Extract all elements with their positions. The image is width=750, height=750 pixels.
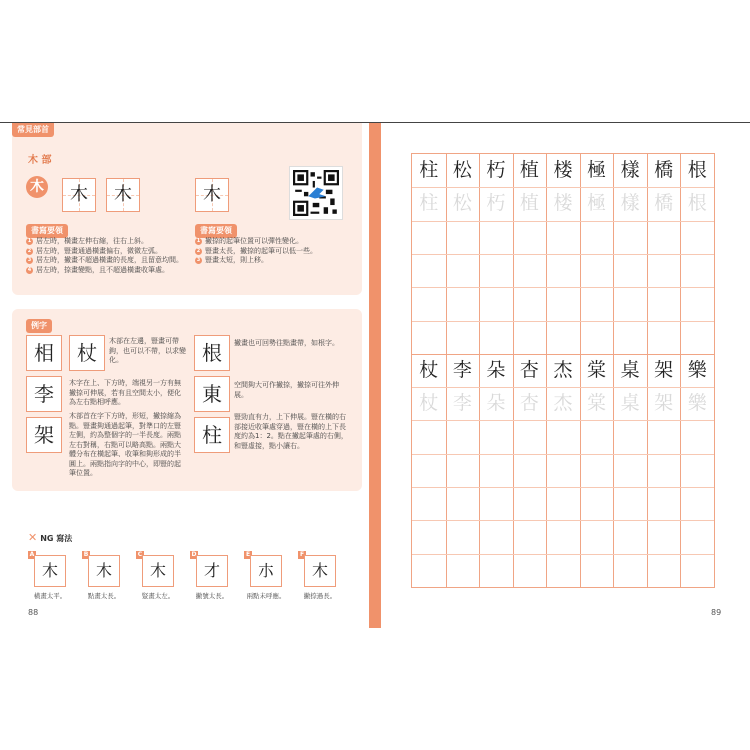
radical-sample-2: 木 [106,178,140,212]
trace-character: 橋 [654,192,674,215]
trace-character: 棠 [587,392,607,415]
trace-character: 杰 [553,392,573,415]
grid-row-line [412,520,714,521]
grid-row-line [412,420,714,421]
points-list-left [26,237,196,275]
grid-row-line [412,287,714,288]
qr-code[interactable] [289,166,343,220]
example-char: 根 [194,335,230,371]
grid-row-line [412,321,714,322]
practice-grid [411,153,715,588]
ng-label: B [83,551,89,558]
trace-character: 極 [587,192,607,215]
list-item: 4 居左時，捺畫變點，且不超過橫畫收筆處。 [27,265,169,274]
trace-character: 樂 [687,392,707,415]
examples-panel [12,309,362,491]
left-page [0,123,370,628]
ng-label: A [29,551,35,558]
trace-character: 楼 [553,192,573,215]
trace-character: 杖 [419,392,439,415]
grid-row-line [412,487,714,488]
model-character: 樣 [620,159,640,181]
ng-caption: 橫畫太平。 [33,592,67,600]
ng-caption: 豎畫太左。 [141,592,175,600]
ng-char: 木 [88,555,120,587]
ng-char: 木 [142,555,174,587]
radical-panel [12,123,362,295]
ng-label: E [245,551,251,558]
example-char: 柱 [194,417,230,453]
ng-char: 木 [304,555,336,587]
page-number-left: 88 [28,608,39,617]
model-character: 杰 [553,358,573,381]
model-character: 架 [654,358,674,381]
cross-icon: ✕ [28,531,38,544]
grid-row-line [412,454,714,455]
trace-character: 桌 [620,392,640,415]
ng-title: ✕ NG 寫法 [28,531,73,544]
ng-caption: 點畫太長。 [87,592,121,600]
ng-char: 才 [196,555,228,587]
example-note: 木部首在字下方時，形短，撇捺縮為點。豎畫夠通過起筆，對準口的左豎左側，約為整個字的一半長度。兩點左右對稱，右點可以略高點。兩點大體分布在橫起筆、收筆和夠形成的半圓上。兩點指向字的中心，即豎的起筆位置。 [69,412,181,477]
trace-character: 植 [519,192,539,215]
model-character: 根 [687,159,707,181]
model-character: 樂 [687,358,707,381]
list-item: 3 豎畫太短，則上移。 [196,256,268,264]
example-char: 架 [26,417,62,453]
ng-label: C [137,551,143,558]
model-character: 棠 [587,358,607,381]
list-item: 1 居左時，橫畫左伸右縮，往右上斜。 [27,237,148,245]
ng-char: 朩 [250,555,282,587]
radical-circle: 木 [26,176,48,198]
model-character: 橋 [654,159,674,181]
examples-tag: 例字 [26,319,52,333]
page-spine [369,123,381,628]
list-item: 3 居左時，撇畫不超過橫畫的長度，且留意均間。 [27,256,183,264]
ng-caption: 撇號太長。 [195,592,229,600]
points-list-right [195,237,345,266]
ng-caption: 撇捺過長。 [303,592,337,600]
page-number-right: 89 [711,608,722,617]
model-character: 李 [452,358,472,381]
model-character: 植 [519,159,539,181]
trace-character: 柱 [419,192,439,215]
grid-row-line [412,554,714,555]
grid-row-line [412,254,714,255]
model-character: 柱 [419,159,439,181]
points-tag-right: 書寫要領 [195,224,237,238]
ng-label: D [191,551,197,558]
trace-character: 樣 [620,192,640,215]
ng-char: 木 [34,555,66,587]
example-note: 空間夠大可作撇捺，撇捺可往外伸展。 [234,381,339,399]
ng-caption: 兩點未呼應。 [246,592,286,600]
qr-code-icon [293,170,339,216]
list-item: 1 撇捺的起筆位置可以彈性變化。 [196,237,303,245]
example-note: 豎勁直有力，上下伸展。豎在橫的右部接近收筆處穿過，豎在橫的上下長度約為1：2。點在撇起筆處的右側，和豎虛接，點小讓右。 [234,413,348,450]
example-note: 木部在左邊，豎畫可帶鉤，也可以不帶，以求變化。 [109,337,186,364]
points-tag-left: 書寫要領 [26,224,68,238]
trace-character: 杏 [519,392,539,415]
trace-character: 李 [452,392,472,415]
trace-character: 架 [654,392,674,415]
ng-label: F [299,551,305,558]
radical-title: 木 部 [28,155,52,166]
model-character: 杖 [419,358,439,381]
model-character: 杏 [519,358,539,381]
list-item: 2 豎畫太長，撇捺的起筆可以低一些。 [196,246,317,255]
model-character: 楼 [553,159,573,181]
list-item: 2 居左時，豎畫通過橫畫偏右，微微左弧。 [27,246,162,255]
example-note: 撇畫也可回勢往點畫帶，如根字。 [234,339,339,347]
model-character: 朵 [486,358,506,381]
example-char: 相 [26,335,62,371]
radical-sample-1: 木 [62,178,96,212]
example-char: 杖 [69,335,105,371]
trace-character: 松 [452,192,472,215]
trace-character: 朽 [486,192,506,215]
trace-character: 朵 [486,392,506,415]
grid-row-line [412,221,714,222]
model-character: 朽 [486,159,506,181]
model-character: 極 [587,159,607,181]
model-character: 桌 [620,358,640,381]
radical-sample-3: 木 [195,178,229,212]
section-tag: 常見部首 [12,123,54,137]
example-note: 木字在上、下方時，端視另一方有無撇捺可伸展，若有且空間太小，便化為左右點相呼應。 [69,379,181,406]
example-char: 李 [26,376,62,412]
example-char: 東 [194,376,230,412]
model-character: 松 [452,159,472,181]
trace-character: 根 [687,192,707,215]
